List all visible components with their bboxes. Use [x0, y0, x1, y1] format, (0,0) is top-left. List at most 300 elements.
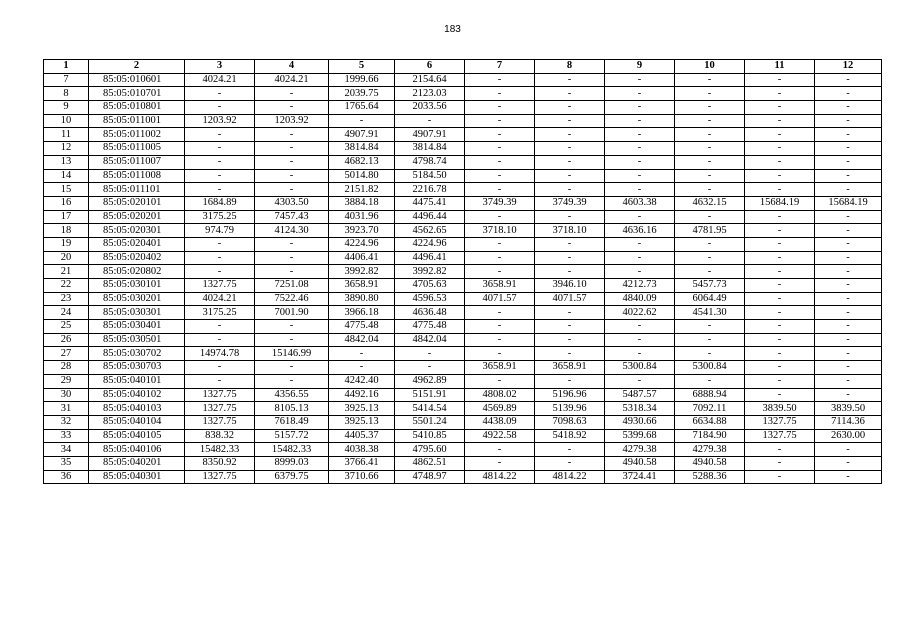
table-cell: 85:05:011002 — [89, 128, 185, 142]
table-cell: - — [815, 237, 882, 251]
table-cell: 85:05:030501 — [89, 333, 185, 347]
table-cell: - — [815, 374, 882, 388]
table-cell: 85:05:020402 — [89, 251, 185, 265]
table-cell: 5318.34 — [605, 402, 675, 416]
table-cell: 1327.75 — [185, 388, 255, 402]
table-cell: 4596.53 — [395, 292, 465, 306]
table-cell: - — [329, 347, 395, 361]
table-row — [44, 128, 882, 142]
table-cell: - — [255, 374, 329, 388]
table-cell: 85:05:040301 — [89, 470, 185, 484]
table-cell: 3724.41 — [605, 470, 675, 484]
table-cell: 31 — [44, 402, 89, 416]
table-cell: - — [185, 87, 255, 101]
table-cell: 1327.75 — [745, 415, 815, 429]
table-cell: - — [675, 87, 745, 101]
table-row — [44, 210, 882, 224]
table-cell: 4405.37 — [329, 429, 395, 443]
table-cell: - — [675, 237, 745, 251]
table-cell: - — [255, 361, 329, 375]
table-cell: 15684.19 — [815, 196, 882, 210]
table-cell: 16 — [44, 196, 89, 210]
table-cell: - — [535, 101, 605, 115]
table-cell: - — [255, 155, 329, 169]
table-body — [44, 73, 882, 484]
table-cell: - — [745, 320, 815, 334]
table-cell: - — [745, 114, 815, 128]
table-cell: - — [535, 73, 605, 87]
table-cell: 85:05:011101 — [89, 183, 185, 197]
table-cell: 4212.73 — [605, 279, 675, 293]
table-cell: 4798.74 — [395, 155, 465, 169]
table-cell: - — [535, 142, 605, 156]
table-cell: 4569.89 — [465, 402, 535, 416]
table-cell: 85:05:030301 — [89, 306, 185, 320]
table-cell: - — [535, 443, 605, 457]
table-cell: - — [675, 210, 745, 224]
table-row — [44, 101, 882, 115]
table-row — [44, 237, 882, 251]
table-cell: - — [605, 169, 675, 183]
table-cell: 85:05:020301 — [89, 224, 185, 238]
table-cell: 21 — [44, 265, 89, 279]
table-cell: - — [535, 251, 605, 265]
table-cell: 5399.68 — [605, 429, 675, 443]
table-cell: - — [675, 265, 745, 279]
table-cell: - — [535, 87, 605, 101]
table-cell: - — [605, 128, 675, 142]
table-cell: 4775.48 — [395, 320, 465, 334]
table-cell: 5288.36 — [675, 470, 745, 484]
table-cell: 15146.99 — [255, 347, 329, 361]
table-row — [44, 456, 882, 470]
table-cell: 4124.30 — [255, 224, 329, 238]
table-cell: 11 — [44, 128, 89, 142]
table-cell: 10 — [44, 114, 89, 128]
table-cell: - — [675, 169, 745, 183]
table-cell: 18 — [44, 224, 89, 238]
table-cell: 12 — [44, 142, 89, 156]
table-cell: 4907.91 — [329, 128, 395, 142]
table-cell: 85:05:011005 — [89, 142, 185, 156]
table-cell: 3992.82 — [395, 265, 465, 279]
table-cell: - — [185, 265, 255, 279]
table-cell: - — [605, 155, 675, 169]
table-cell: 3839.50 — [815, 402, 882, 416]
table-cell: - — [535, 456, 605, 470]
table-cell: 4022.62 — [605, 306, 675, 320]
table-cell: 1999.66 — [329, 73, 395, 87]
table-cell: - — [815, 443, 882, 457]
table-cell: 5184.50 — [395, 169, 465, 183]
table-cell: - — [605, 374, 675, 388]
table-cell: - — [815, 224, 882, 238]
table-cell: - — [745, 388, 815, 402]
table-cell: - — [465, 183, 535, 197]
table-cell: 9 — [44, 101, 89, 115]
table-cell: - — [745, 456, 815, 470]
table-cell: - — [815, 73, 882, 87]
table-cell: 4224.96 — [395, 237, 465, 251]
table-cell: 3925.13 — [329, 402, 395, 416]
table-cell: - — [745, 443, 815, 457]
table-cell: - — [815, 347, 882, 361]
table-cell: - — [605, 114, 675, 128]
table-cell: 4808.02 — [465, 388, 535, 402]
table-cell: 4636.48 — [395, 306, 465, 320]
column-header: 5 — [329, 60, 395, 74]
table-cell: 5457.73 — [675, 279, 745, 293]
table-cell: - — [815, 183, 882, 197]
table-cell: - — [605, 251, 675, 265]
table-cell: 22 — [44, 279, 89, 293]
table-row — [44, 87, 882, 101]
table-cell: - — [535, 374, 605, 388]
table-cell: 4862.51 — [395, 456, 465, 470]
table-cell: 3658.91 — [465, 279, 535, 293]
table-cell: - — [185, 155, 255, 169]
table-row — [44, 374, 882, 388]
table-cell: - — [815, 87, 882, 101]
table-cell: - — [465, 333, 535, 347]
table-cell: 34 — [44, 443, 89, 457]
table-cell: 7114.36 — [815, 415, 882, 429]
table-cell: 8 — [44, 87, 89, 101]
table-cell: 5410.85 — [395, 429, 465, 443]
table-cell: - — [185, 128, 255, 142]
table-cell: 19 — [44, 237, 89, 251]
table-cell: 7001.90 — [255, 306, 329, 320]
table-cell: 35 — [44, 456, 89, 470]
table-cell: - — [535, 306, 605, 320]
table-cell: - — [605, 87, 675, 101]
table-cell: - — [605, 210, 675, 224]
table-cell: 8350.92 — [185, 456, 255, 470]
table-cell: - — [745, 87, 815, 101]
table-cell: 8999.03 — [255, 456, 329, 470]
table-cell: 4024.21 — [185, 292, 255, 306]
table-cell: - — [535, 155, 605, 169]
table-cell: 4031.96 — [329, 210, 395, 224]
table-cell: 4475.41 — [395, 196, 465, 210]
column-header: 12 — [815, 60, 882, 74]
column-header: 7 — [465, 60, 535, 74]
table-cell: - — [465, 142, 535, 156]
table-cell: 5300.84 — [605, 361, 675, 375]
table-cell: 4940.58 — [605, 456, 675, 470]
table-cell: 85:05:040101 — [89, 374, 185, 388]
table-cell: - — [185, 320, 255, 334]
table-cell: 4279.38 — [675, 443, 745, 457]
table-cell: 5414.54 — [395, 402, 465, 416]
table-cell: - — [185, 251, 255, 265]
table-cell: 3766.41 — [329, 456, 395, 470]
table-cell: 7184.90 — [675, 429, 745, 443]
table-cell: - — [535, 333, 605, 347]
table-cell: - — [185, 374, 255, 388]
table-cell: - — [815, 470, 882, 484]
table-cell: 2123.03 — [395, 87, 465, 101]
table-row — [44, 347, 882, 361]
column-header: 8 — [535, 60, 605, 74]
table-cell: 15482.33 — [255, 443, 329, 457]
table-cell: 13 — [44, 155, 89, 169]
table-cell: 4071.57 — [465, 292, 535, 306]
table-row — [44, 265, 882, 279]
table-cell: - — [465, 320, 535, 334]
table-cell: - — [745, 169, 815, 183]
table-cell: 5300.84 — [675, 361, 745, 375]
table-cell: 4242.40 — [329, 374, 395, 388]
table-cell: 85:05:040105 — [89, 429, 185, 443]
table-cell: 7 — [44, 73, 89, 87]
table-row — [44, 415, 882, 429]
table-cell: - — [745, 210, 815, 224]
table-cell: 85:05:010601 — [89, 73, 185, 87]
table-cell: - — [395, 361, 465, 375]
table-cell: - — [465, 73, 535, 87]
column-header: 1 — [44, 60, 89, 74]
table-cell: 2039.75 — [329, 87, 395, 101]
table-cell: 85:05:040103 — [89, 402, 185, 416]
table-cell: - — [815, 279, 882, 293]
table-cell: 4492.16 — [329, 388, 395, 402]
table-row — [44, 114, 882, 128]
table-cell: 85:05:020802 — [89, 265, 185, 279]
table-cell: - — [815, 306, 882, 320]
table-cell: 85:05:030703 — [89, 361, 185, 375]
table-cell: 3175.25 — [185, 306, 255, 320]
table-cell: 1203.92 — [185, 114, 255, 128]
table-cell: - — [815, 333, 882, 347]
table-row — [44, 361, 882, 375]
table-cell: - — [465, 87, 535, 101]
table-cell: - — [605, 265, 675, 279]
table-cell: - — [535, 210, 605, 224]
table-cell: 30 — [44, 388, 89, 402]
table-cell: 15684.19 — [745, 196, 815, 210]
table-cell: - — [815, 361, 882, 375]
table-cell: 15 — [44, 183, 89, 197]
table-cell: 3814.84 — [395, 142, 465, 156]
table-cell: - — [255, 265, 329, 279]
table-cell: - — [465, 128, 535, 142]
table-cell: - — [815, 128, 882, 142]
table-cell: - — [329, 114, 395, 128]
table-cell: 3749.39 — [465, 196, 535, 210]
table-cell: 6064.49 — [675, 292, 745, 306]
table-cell: - — [255, 142, 329, 156]
table-cell: 4795.60 — [395, 443, 465, 457]
table-cell: - — [465, 374, 535, 388]
table-cell: - — [605, 237, 675, 251]
table-cell: 1203.92 — [255, 114, 329, 128]
table-cell: - — [185, 361, 255, 375]
table-cell: 4814.22 — [465, 470, 535, 484]
table-cell: 4024.21 — [255, 73, 329, 87]
table-cell: - — [465, 251, 535, 265]
table-cell: 85:05:040201 — [89, 456, 185, 470]
table-cell: 3814.84 — [329, 142, 395, 156]
table-cell: - — [745, 155, 815, 169]
table-cell: - — [815, 320, 882, 334]
table-cell: 7618.49 — [255, 415, 329, 429]
table-cell: - — [605, 320, 675, 334]
table-cell: - — [815, 114, 882, 128]
table-cell: 4303.50 — [255, 196, 329, 210]
table-cell: 1684.89 — [185, 196, 255, 210]
table-cell: 3992.82 — [329, 265, 395, 279]
table-cell: 4842.04 — [329, 333, 395, 347]
table-row — [44, 142, 882, 156]
table-cell: - — [465, 265, 535, 279]
table-cell: 5157.72 — [255, 429, 329, 443]
table-cell: - — [815, 169, 882, 183]
table-cell: 4775.48 — [329, 320, 395, 334]
table-cell: - — [745, 470, 815, 484]
table-cell: 85:05:040104 — [89, 415, 185, 429]
table-cell: - — [255, 128, 329, 142]
table-cell: 5151.91 — [395, 388, 465, 402]
table-cell: - — [745, 374, 815, 388]
table-cell: - — [605, 347, 675, 361]
table-row — [44, 292, 882, 306]
table-cell: 3890.80 — [329, 292, 395, 306]
table-cell: - — [465, 306, 535, 320]
column-header: 3 — [185, 60, 255, 74]
table-cell: - — [745, 183, 815, 197]
table-cell: 3946.10 — [535, 279, 605, 293]
table-cell: - — [745, 128, 815, 142]
table-cell: 4406.41 — [329, 251, 395, 265]
table-cell: 25 — [44, 320, 89, 334]
table-cell: 4279.38 — [605, 443, 675, 457]
table-cell: 5014.80 — [329, 169, 395, 183]
table-cell: 4603.38 — [605, 196, 675, 210]
table-cell: 4842.04 — [395, 333, 465, 347]
table-cell: - — [745, 279, 815, 293]
table-cell: - — [465, 155, 535, 169]
table-row — [44, 306, 882, 320]
table-cell: - — [465, 347, 535, 361]
table-cell: - — [185, 142, 255, 156]
table-cell: - — [535, 347, 605, 361]
table-cell: 3658.91 — [329, 279, 395, 293]
table-cell: 4632.15 — [675, 196, 745, 210]
column-header: 10 — [675, 60, 745, 74]
table-row — [44, 402, 882, 416]
table-cell: - — [329, 361, 395, 375]
table-cell: 2154.64 — [395, 73, 465, 87]
table-cell: - — [465, 210, 535, 224]
table-row — [44, 443, 882, 457]
table-row — [44, 155, 882, 169]
table-cell: - — [815, 265, 882, 279]
table-row — [44, 251, 882, 265]
table-cell: 85:05:040106 — [89, 443, 185, 457]
table-row — [44, 169, 882, 183]
table-cell: 23 — [44, 292, 89, 306]
table-cell: 85:05:030702 — [89, 347, 185, 361]
table-cell: 85:05:010701 — [89, 87, 185, 101]
table-cell: - — [535, 128, 605, 142]
table-cell: 6379.75 — [255, 470, 329, 484]
table-cell: - — [185, 237, 255, 251]
table-cell: 4840.09 — [605, 292, 675, 306]
table-cell: 3839.50 — [745, 402, 815, 416]
table-cell: 3658.91 — [535, 361, 605, 375]
table-row — [44, 320, 882, 334]
table-cell: 5196.96 — [535, 388, 605, 402]
table-cell: - — [745, 333, 815, 347]
table-cell: 4024.21 — [185, 73, 255, 87]
table-cell: - — [675, 73, 745, 87]
column-header: 4 — [255, 60, 329, 74]
table-cell: - — [465, 169, 535, 183]
table-cell: 7251.08 — [255, 279, 329, 293]
table-cell: 4930.66 — [605, 415, 675, 429]
table-cell: 1765.64 — [329, 101, 395, 115]
table-cell: 5487.57 — [605, 388, 675, 402]
table-cell: 27 — [44, 347, 89, 361]
data-table — [43, 59, 882, 484]
table-cell: - — [465, 443, 535, 457]
table-cell: - — [535, 169, 605, 183]
table-cell: - — [815, 456, 882, 470]
table-cell: - — [815, 210, 882, 224]
table-row — [44, 183, 882, 197]
table-cell: 4781.95 — [675, 224, 745, 238]
table-row — [44, 388, 882, 402]
table-cell: 28 — [44, 361, 89, 375]
table-row — [44, 470, 882, 484]
table-cell: 4907.91 — [395, 128, 465, 142]
table-cell: 85:05:011007 — [89, 155, 185, 169]
table-cell: 85:05:030401 — [89, 320, 185, 334]
table-cell: - — [535, 320, 605, 334]
table-cell: 3718.10 — [535, 224, 605, 238]
table-cell: 8105.13 — [255, 402, 329, 416]
table-cell: 1327.75 — [185, 279, 255, 293]
table-cell: - — [185, 101, 255, 115]
table-row — [44, 333, 882, 347]
table-cell: - — [745, 306, 815, 320]
table-cell: 4636.16 — [605, 224, 675, 238]
table-cell: 4071.57 — [535, 292, 605, 306]
table-cell: 1327.75 — [185, 402, 255, 416]
table-cell: - — [255, 320, 329, 334]
header-row — [44, 60, 882, 74]
table-cell: 4814.22 — [535, 470, 605, 484]
table-cell: 4705.63 — [395, 279, 465, 293]
table-cell: - — [745, 142, 815, 156]
table-cell: - — [815, 388, 882, 402]
table-cell: 7522.46 — [255, 292, 329, 306]
table-cell: 33 — [44, 429, 89, 443]
table-cell: 5501.24 — [395, 415, 465, 429]
table-cell: 15482.33 — [185, 443, 255, 457]
table-cell: 32 — [44, 415, 89, 429]
table-cell: - — [255, 87, 329, 101]
table-cell: - — [185, 183, 255, 197]
table-cell: 1327.75 — [185, 415, 255, 429]
table-cell: 1327.75 — [745, 429, 815, 443]
table-cell: 1327.75 — [185, 470, 255, 484]
column-header: 6 — [395, 60, 465, 74]
table-cell: 17 — [44, 210, 89, 224]
table-cell: 14974.78 — [185, 347, 255, 361]
table-cell: 4940.58 — [675, 456, 745, 470]
